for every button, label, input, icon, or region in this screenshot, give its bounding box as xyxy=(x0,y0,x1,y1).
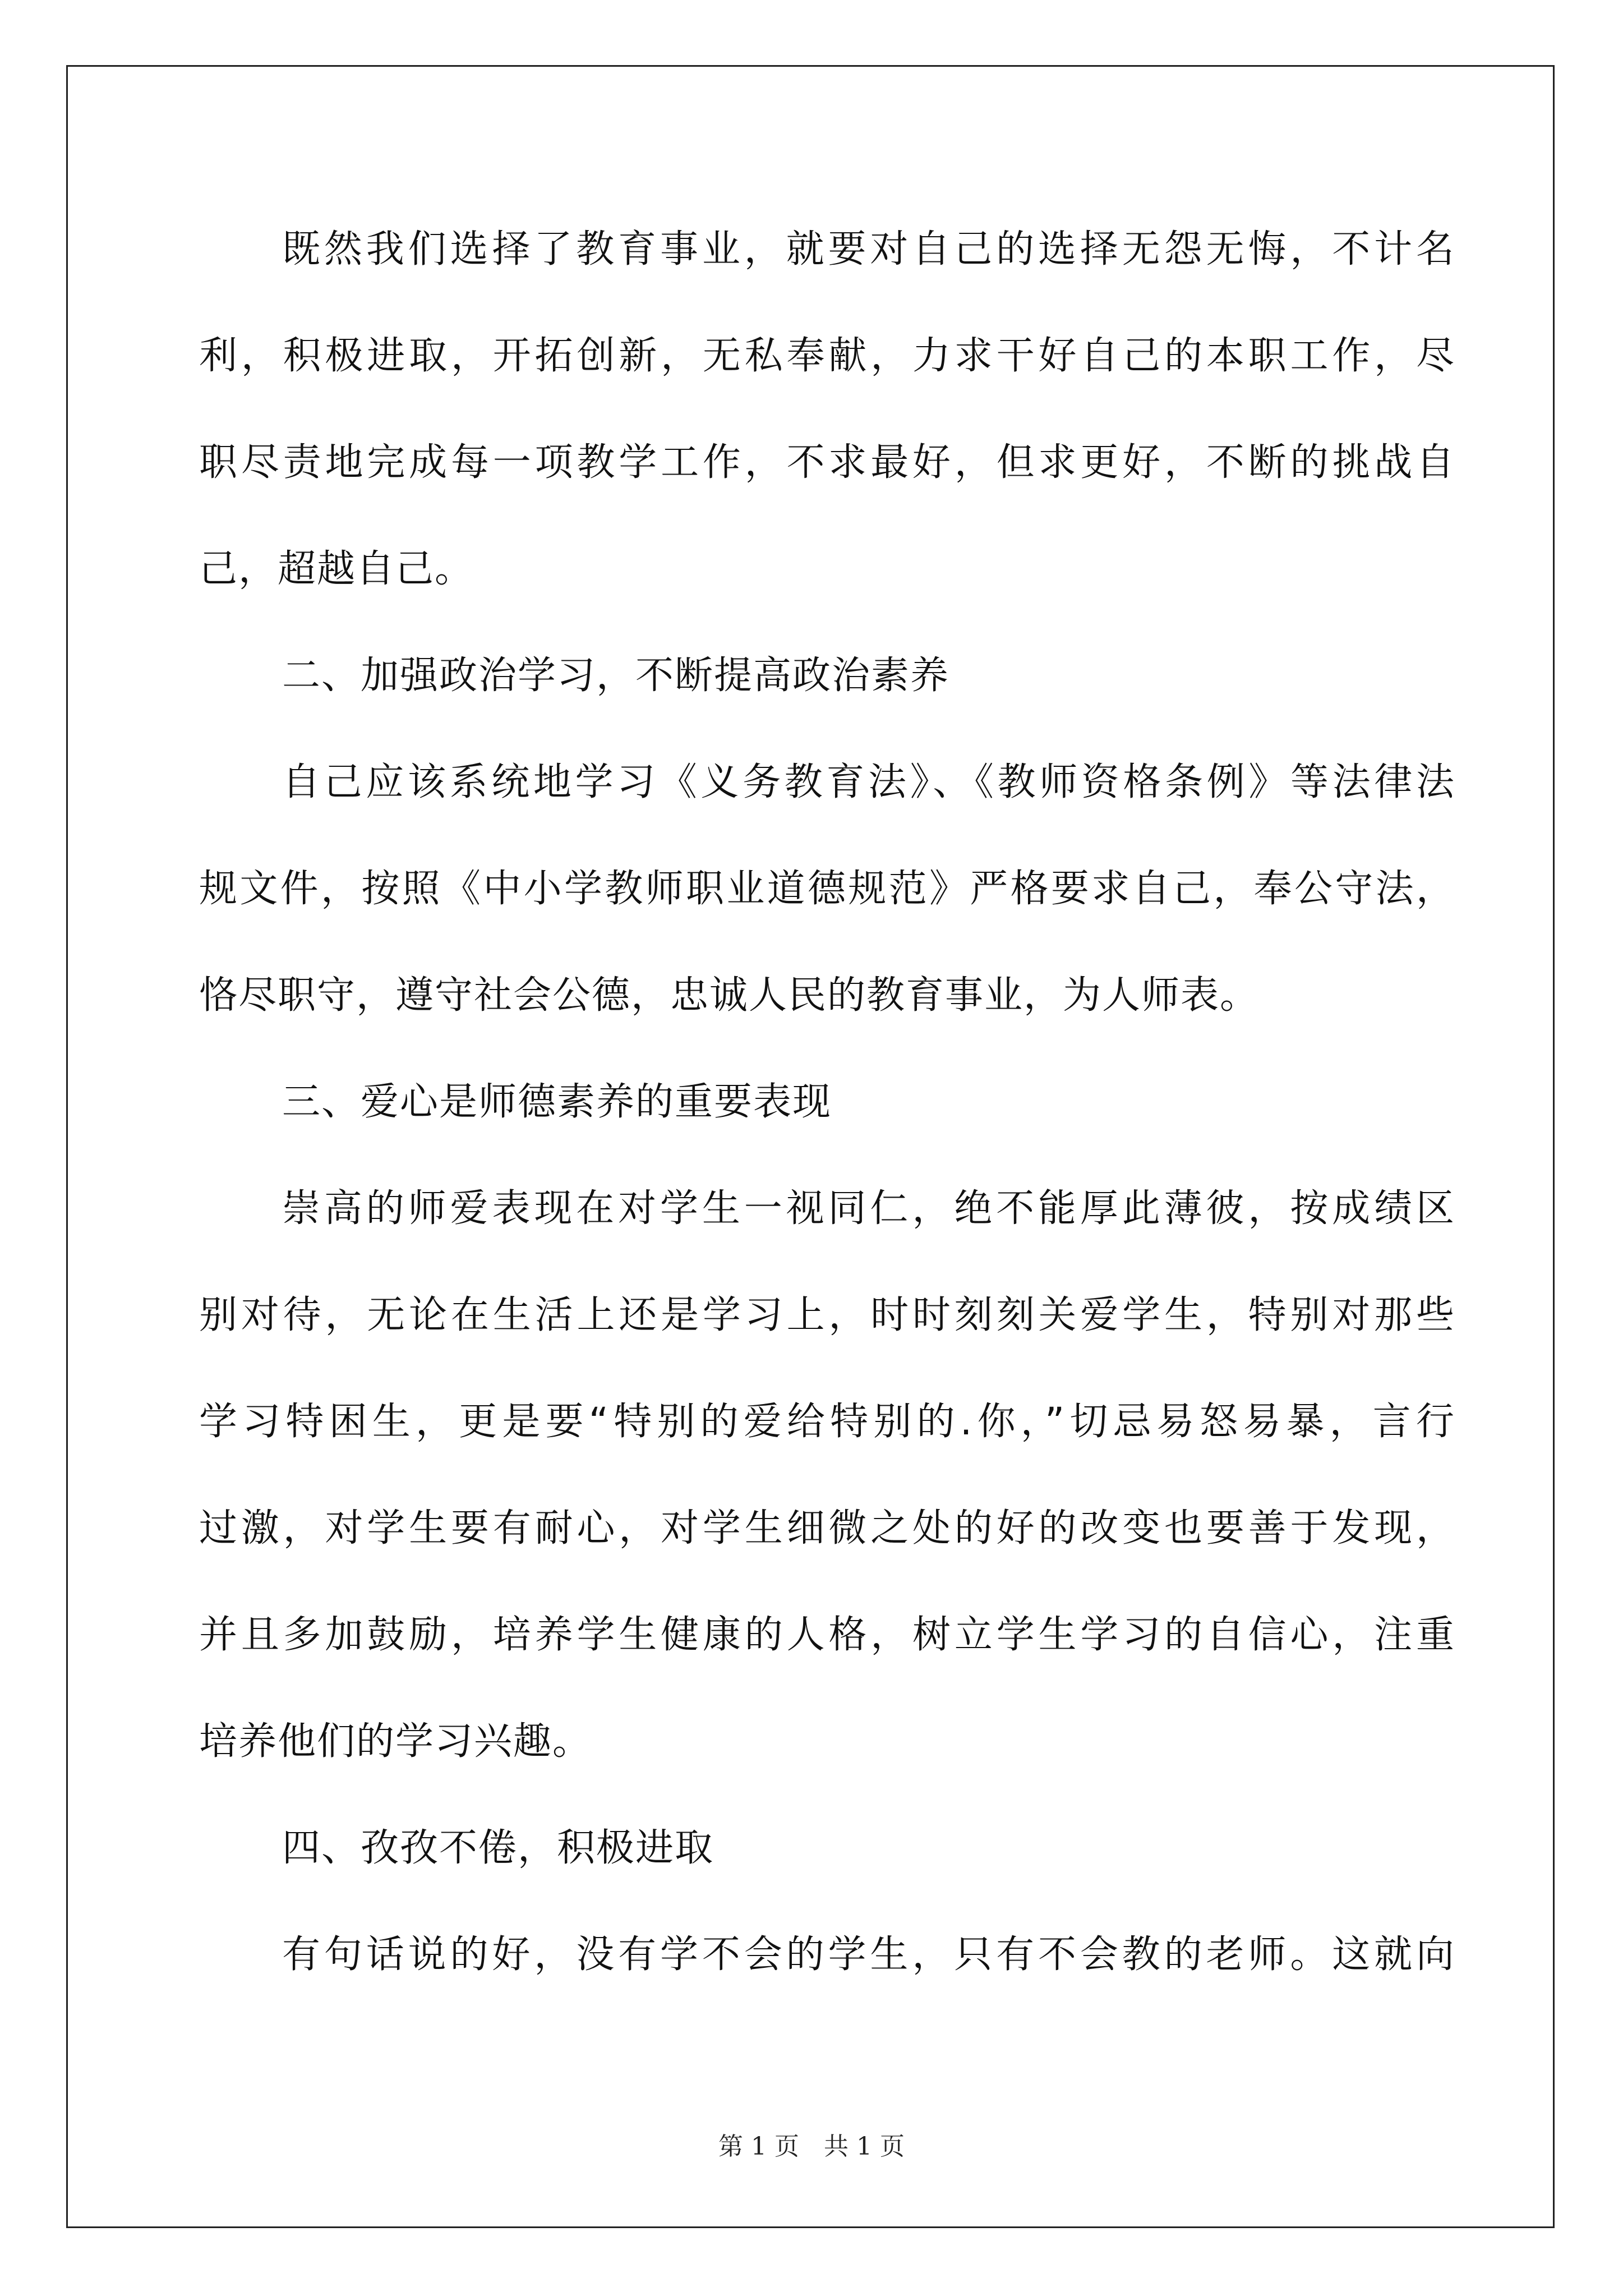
text-line: 既然我们选择了教育事业，就要对自己的选择无怨无悔，不计名 xyxy=(282,227,1455,272)
text-line: 崇高的师爱表现在对学生一视同仁，绝不能厚此薄彼，按成绩区 xyxy=(282,1186,1455,1231)
page-number-footer: 第 1 页 共 1 页 xyxy=(718,2132,905,2161)
text-line: 职尽责地完成每一项教学工作，不求最好，但求更好，不断的挑战自 xyxy=(199,440,1455,485)
section-heading: 三、爱心是师德素养的重要表现 xyxy=(282,1080,832,1124)
text-line: 过激，对学生要有耐心，对学生细微之处的好的改变也要善于发现， xyxy=(199,1506,1455,1550)
text-line: 规文件，按照《中小学教师职业道德规范》严格要求自己，奉公守法， xyxy=(199,867,1455,911)
text-line: 利，积极进取，开拓创新，无私奉献，力求干好自己的本职工作，尽 xyxy=(199,334,1455,378)
text-line: 自己应该系统地学习《义务教育法》、《教师资格条例》等法律法 xyxy=(282,760,1455,804)
text-line: 有句话说的好，没有学不会的学生，只有不会教的老师。这就向 xyxy=(282,1932,1455,1977)
section-heading: 二、加强政治学习，不断提高政治素养 xyxy=(282,654,950,698)
text-line: 别对待，无论在生活上还是学习上，时时刻刻关爱学生，特别对那些 xyxy=(199,1293,1455,1337)
text-line: 并且多加鼓励，培养学生健康的人格，树立学生学习的自信心，注重 xyxy=(199,1613,1455,1657)
section-heading: 四、孜孜不倦，积极进取 xyxy=(282,1826,714,1870)
text-line: 恪尽职守，遵守社会公德，忠诚人民的教育事业，为人师表。 xyxy=(199,973,1260,1018)
text-line: 己，超越自己。 xyxy=(199,547,474,591)
text-line: 培养他们的学习兴趣。 xyxy=(199,1719,592,1764)
text-line: 学习特困生，更是要“特别的爱给特别的.你，”切忌易怒易暴，言行 xyxy=(199,1400,1455,1444)
document-body xyxy=(199,219,1455,2031)
